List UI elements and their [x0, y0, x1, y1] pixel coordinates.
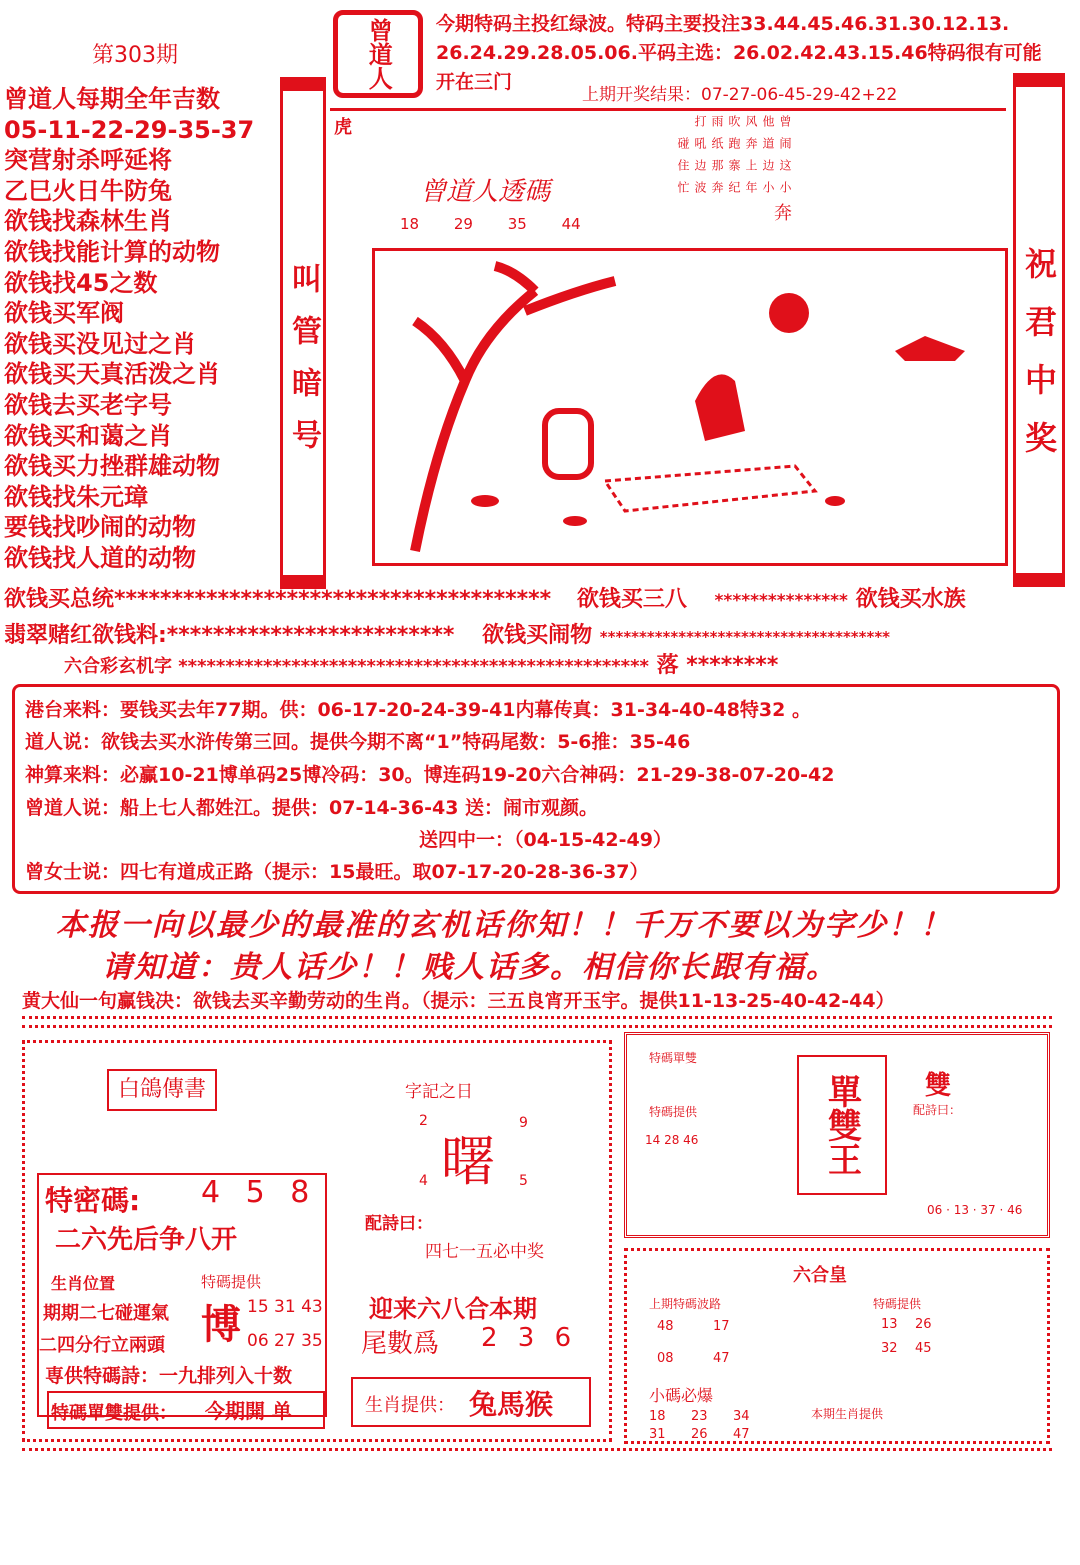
info-box	[12, 684, 1060, 894]
huang-da-xian: 黄大仙一句赢钱决：欲钱去买辛勤劳动的生肖。（提示：三五良宵开玉宇。提供11-13-25-40-42-44）	[22, 990, 895, 1012]
big-char: 曙	[441, 1130, 495, 1193]
left-line: 欲钱找朱元璋	[4, 482, 148, 511]
grid-num: 47	[713, 1351, 730, 1366]
banner-number: 44	[561, 215, 581, 233]
left-line: 欲钱买力挫群雄动物	[4, 452, 220, 481]
mid-text: ********	[686, 653, 779, 678]
line-1: 期期二七碰運氣	[43, 1303, 169, 1324]
mid-line-1	[4, 582, 966, 613]
mid-text: ***************	[714, 591, 848, 611]
panel-c	[624, 1248, 1050, 1444]
poem-3: 四七一五必中奖	[425, 1242, 544, 1262]
small-num: 26	[691, 1427, 708, 1442]
left-line: 欲钱找森林生肖	[4, 207, 172, 236]
small-num: 31	[649, 1427, 666, 1442]
single-double-value: 今期開 单	[205, 1399, 292, 1423]
banner-number: 29	[453, 215, 473, 233]
left-line: 欲钱找45之数	[4, 268, 158, 297]
shuang-char: 雙	[925, 1071, 952, 1101]
left-line: 欲钱买军阀	[4, 299, 124, 328]
panel-b	[624, 1032, 1050, 1238]
seal-text: 曾道人	[364, 18, 393, 90]
special-title: 特碼提供	[201, 1273, 262, 1291]
banner-numbers	[400, 215, 581, 233]
digit: 2	[419, 1113, 428, 1129]
banner-verse-line: 曾他风吹雨打	[693, 115, 792, 127]
line-2: 二四分行立兩頭	[39, 1335, 165, 1356]
left-line: 欲钱买没见过之肖	[4, 329, 196, 358]
mid-text: 六合彩玄机字 **************************************************	[64, 656, 649, 677]
scroll-rod	[280, 77, 326, 91]
banner-verse-line: 这边上寨那边住	[676, 159, 792, 171]
scroll-rod	[1013, 73, 1065, 87]
single-double-king: 單雙王	[797, 1055, 887, 1195]
zodiac-position: 生肖位置	[51, 1274, 116, 1293]
zodiac-label: 生肖提供：	[365, 1395, 455, 1416]
left-scroll	[280, 84, 326, 582]
header-line-2: 26.24.29.28.05.06.平码主选：26.02.42.43.15.46特码很有可能	[436, 42, 1042, 64]
right-scroll-text: 祝君中奖	[1020, 247, 1058, 479]
left-line: 要钱找吵闹的动物	[4, 513, 196, 542]
left-column	[4, 84, 276, 574]
left-line: 欲钱找人道的动物	[4, 543, 196, 572]
illustration	[372, 248, 1008, 566]
banner-verse-line: 小小年纪奔波忙	[676, 181, 792, 193]
small-code: 小碼必爆	[649, 1386, 714, 1405]
panel-b-poem-label: 配詩曰：	[913, 1103, 962, 1117]
bottom-divider	[22, 1448, 1052, 1460]
divider	[22, 1016, 1052, 1028]
left-line: 欲钱买天真活泼之肖	[4, 360, 220, 389]
panel-b-nums: 14 28 46	[645, 1133, 699, 1147]
poem-1: 二六先后争八开	[55, 1225, 238, 1255]
small-num: 23	[691, 1409, 708, 1424]
grid-num: 48	[657, 1319, 674, 1334]
single-double-label: 特碼單雙提供：	[51, 1403, 177, 1424]
banner	[330, 108, 1006, 238]
panel-b-special: 特碼提供	[649, 1105, 698, 1119]
grid-num: 32	[881, 1341, 898, 1356]
digit: 5	[519, 1173, 528, 1189]
banner-verse-line: 奔	[771, 203, 792, 221]
left-line: 欲钱买和蔼之肖	[4, 421, 172, 450]
info-line: 道人说：欲钱去买水浒传第三回。提供今期不离“1”特码尾数：5-6推：35-46	[25, 731, 691, 753]
grid-num: 13	[881, 1317, 898, 1332]
banner-tiger: 虎	[334, 117, 352, 138]
mid-text: 欲钱买三八	[576, 587, 687, 612]
banner-number: 35	[507, 215, 527, 233]
word-label: 字記之日	[405, 1082, 473, 1102]
mid-text: 欲钱买水族	[855, 587, 966, 612]
last-wave: 上期特碼波路	[649, 1297, 722, 1311]
grid-num: 08	[657, 1351, 674, 1366]
poem-2: 専供特碼詩：一九排列入十数	[45, 1365, 293, 1387]
small-num: 18	[649, 1409, 666, 1424]
grid-num: 45	[915, 1341, 932, 1356]
seal-logo	[333, 10, 423, 98]
zodiac-value: 兔馬猴	[469, 1388, 554, 1421]
bo-char: 博	[201, 1302, 241, 1348]
slogan-2: 请知道：贵人话少！！贱人话多。相信你长跟有福。	[102, 950, 838, 985]
issue-number: 第303期	[92, 43, 178, 68]
code-value: 4 5 8	[201, 1175, 318, 1210]
digit: 9	[519, 1115, 528, 1131]
banner-verse	[675, 115, 794, 221]
info-line: 送四中一：（04-15-42-49）	[419, 829, 672, 851]
zodiac-offer: 本期生肖提供	[811, 1407, 884, 1421]
small-num: 34	[733, 1409, 750, 1424]
nums-row-1: 15 31 43	[247, 1297, 323, 1317]
header-line-1: 今期特码主投红绿波。特码主要投注33.44.45.46.31.30.12.13.	[436, 13, 1010, 35]
panel-c-title: 六合皇	[793, 1265, 847, 1286]
left-line: 欲钱找能计算的动物	[4, 237, 220, 266]
left-scroll-text: 叫管暗号	[286, 263, 321, 471]
poem-label: 配詩曰：	[365, 1214, 433, 1234]
welcome: 迎来六八合本期	[369, 1295, 537, 1323]
scroll-rod	[1013, 573, 1065, 587]
grid-num: 26	[915, 1317, 932, 1332]
tail-value: 2 3 6	[481, 1323, 578, 1353]
digit: 4	[419, 1173, 428, 1189]
banner-number: 18	[400, 215, 420, 233]
left-line: 乙巳火日牛防兔	[4, 176, 172, 205]
grid-num: 17	[713, 1319, 730, 1334]
nums-row-2: 06 27 35	[247, 1331, 323, 1351]
mid-text: 欲钱买闹物	[482, 623, 593, 648]
white-pigeon: 白鴿傳書	[107, 1069, 217, 1111]
tail-label: 尾數爲	[361, 1329, 440, 1359]
small-num: 47	[733, 1427, 750, 1442]
header-line-3: 开在三门	[436, 71, 513, 93]
left-line: 曾道人每期全年吉数	[4, 85, 220, 113]
code-offer: 特碼提供	[873, 1297, 922, 1311]
code-label: 特密碼:	[45, 1184, 141, 1217]
left-line: 欲钱去买老字号	[4, 390, 172, 419]
last-result: 上期开奖结果：07-27-06-45-29-42+22	[582, 85, 898, 105]
banner-title: 曾道人透碼	[420, 177, 551, 207]
mid-line-2	[4, 618, 890, 649]
panel-b-title: 特碼單雙	[649, 1051, 698, 1065]
mid-text: 翡翠赌红欲钱料:*************************	[4, 623, 455, 648]
info-line: 曾道人说：船上七人都姓江。提供：07-14-36-43 送：闹市观颜。	[25, 797, 599, 819]
mid-text: 欲钱买总统**************************************	[4, 587, 552, 612]
illustration-art	[375, 251, 1005, 563]
panel-b-bottom-nums: 06 · 13 · 37 · 46	[927, 1203, 1023, 1217]
info-line: 曾女士说：四七有道成正路（提示：15最旺。取07-17-20-28-36-37）	[25, 861, 649, 883]
mid-text: 落	[656, 653, 679, 678]
mid-text: *************************************	[599, 628, 891, 646]
left-line: 突营射杀呼延将	[4, 146, 172, 175]
info-line: 港台来料：要钱买去年77期。供：06-17-20-24-39-41内幕传真：31-34-40-48特32 。	[25, 699, 811, 721]
slogan-1: 本报一向以最少的最准的玄机话你知！！千万不要以为字少！！	[56, 908, 952, 943]
mid-line-3	[64, 648, 778, 679]
banner-verse-line: 闹道奔跑纸吼碰	[676, 137, 792, 149]
left-line: 05-11-22-29-35-37	[4, 115, 255, 144]
right-scroll	[1013, 80, 1065, 580]
panel-a	[22, 1040, 612, 1442]
info-line: 神算来料：必赢10-21博单码25博冷码：30。博连码19-20六合神码：21-29-38-07-20-42	[25, 764, 835, 786]
